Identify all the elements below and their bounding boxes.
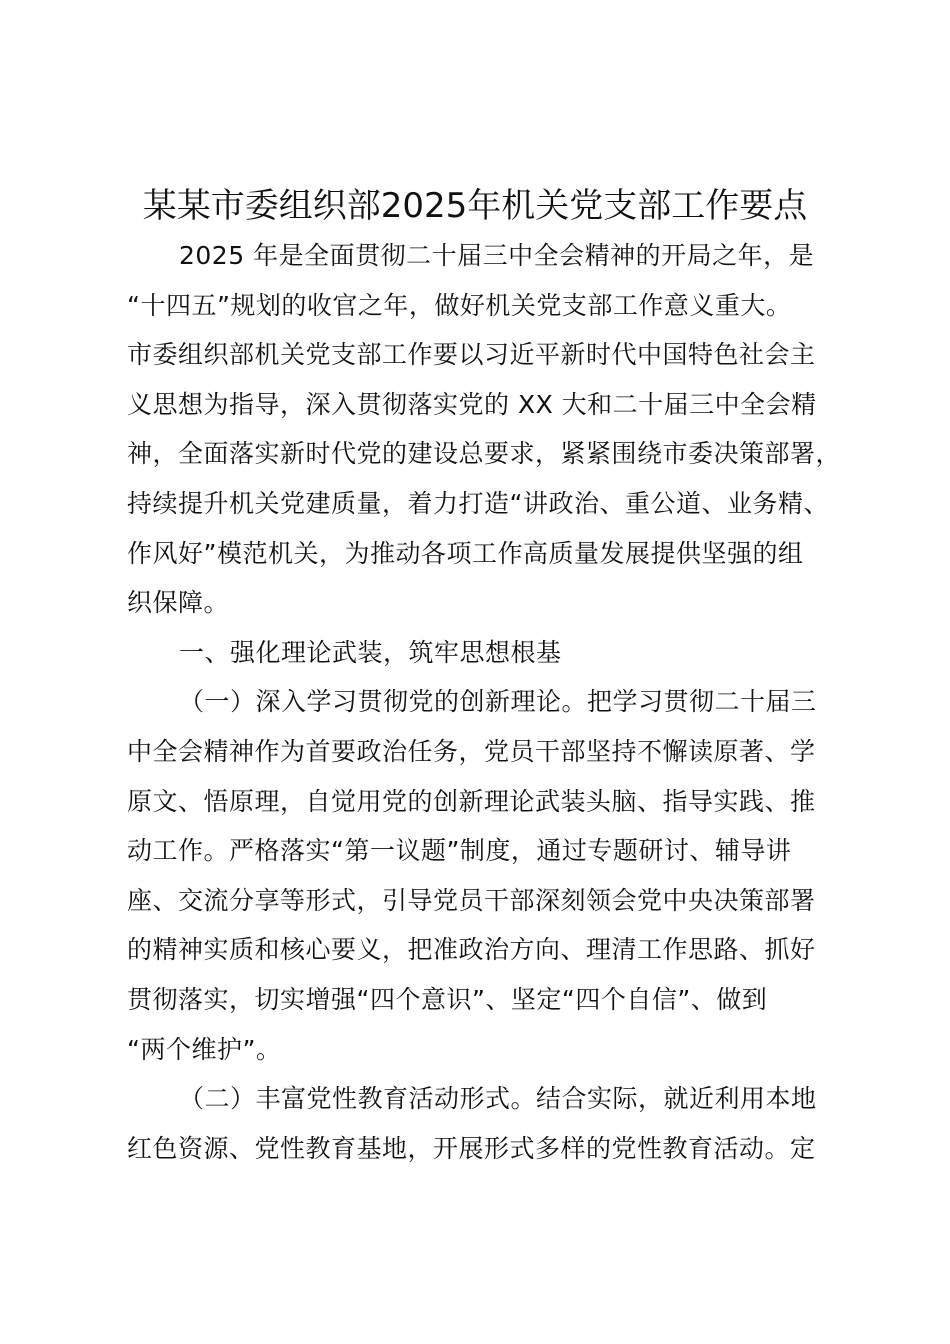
paragraph-1-line-4: 义思想为指导，深入贯彻落实党的 XX 大和二十届三中全会精	[127, 389, 817, 419]
paragraph-2-line-7: 贯彻落实，切实增强“四个意识”、坚定“四个自信”、做到	[127, 984, 768, 1014]
paragraph-1-line-3: 市委组织部机关党支部工作要以习近平新时代中国特色社会主	[127, 340, 816, 370]
paragraph-2-line-1: （一）深入学习贯彻党的创新理论。把学习贯彻二十届三	[179, 687, 817, 717]
paragraph-2-line-4: 动工作。严格落实“第一议题”制度，通过专题研讨、辅导讲	[127, 836, 792, 866]
paragraph-1-line-6: 持续提升机关党建质量，着力打造“讲政治、重公道、业务精、	[127, 488, 829, 518]
paragraph-2-line-8: “两个维护”。	[127, 1034, 282, 1064]
paragraph-2-line-3: 原文、悟原理，自觉用党的创新理论武装头脑、指导实践、推	[127, 786, 816, 816]
paragraph-1-line-7: 作风好”模范机关，为推动各项工作高质量发展提供坚强的组	[127, 538, 804, 568]
paragraph-3-line-1: （二）丰富党性教育活动形式。结合实际，就近利用本地	[179, 1084, 817, 1114]
paragraph-2-line-2: 中全会精神作为首要政治任务，党员干部坚持不懈读原著、学	[127, 736, 816, 766]
paragraph-2-line-6: 的精神实质和核心要义，把准政治方向、理清工作思路、抓好	[127, 935, 816, 965]
paragraph-1-line-2: “十四五”规划的收官之年，做好机关党支部工作意义重大。	[127, 290, 792, 320]
section-heading-1: 一、强化理论武装，筑牢思想根基	[179, 637, 562, 667]
paragraph-2-line-5: 座、交流分享等形式，引导党员干部深刻领会党中央决策部署	[127, 885, 816, 915]
paragraph-1-line-1: 2025 年是全面贯彻二十届三中全会精神的开局之年，是	[179, 241, 815, 270]
paragraph-3-line-2: 红色资源、党性教育基地，开展形式多样的党性教育活动。定	[127, 1133, 816, 1163]
paragraph-1-line-8: 织保障。	[127, 588, 230, 618]
document-body	[127, 231, 842, 1173]
paragraph-1-line-5: 神，全面落实新时代党的建设总要求，紧紧围绕市委决策部署，	[127, 439, 842, 469]
document-title: 某某市委组织部2025年机关党支部工作要点	[142, 186, 808, 226]
